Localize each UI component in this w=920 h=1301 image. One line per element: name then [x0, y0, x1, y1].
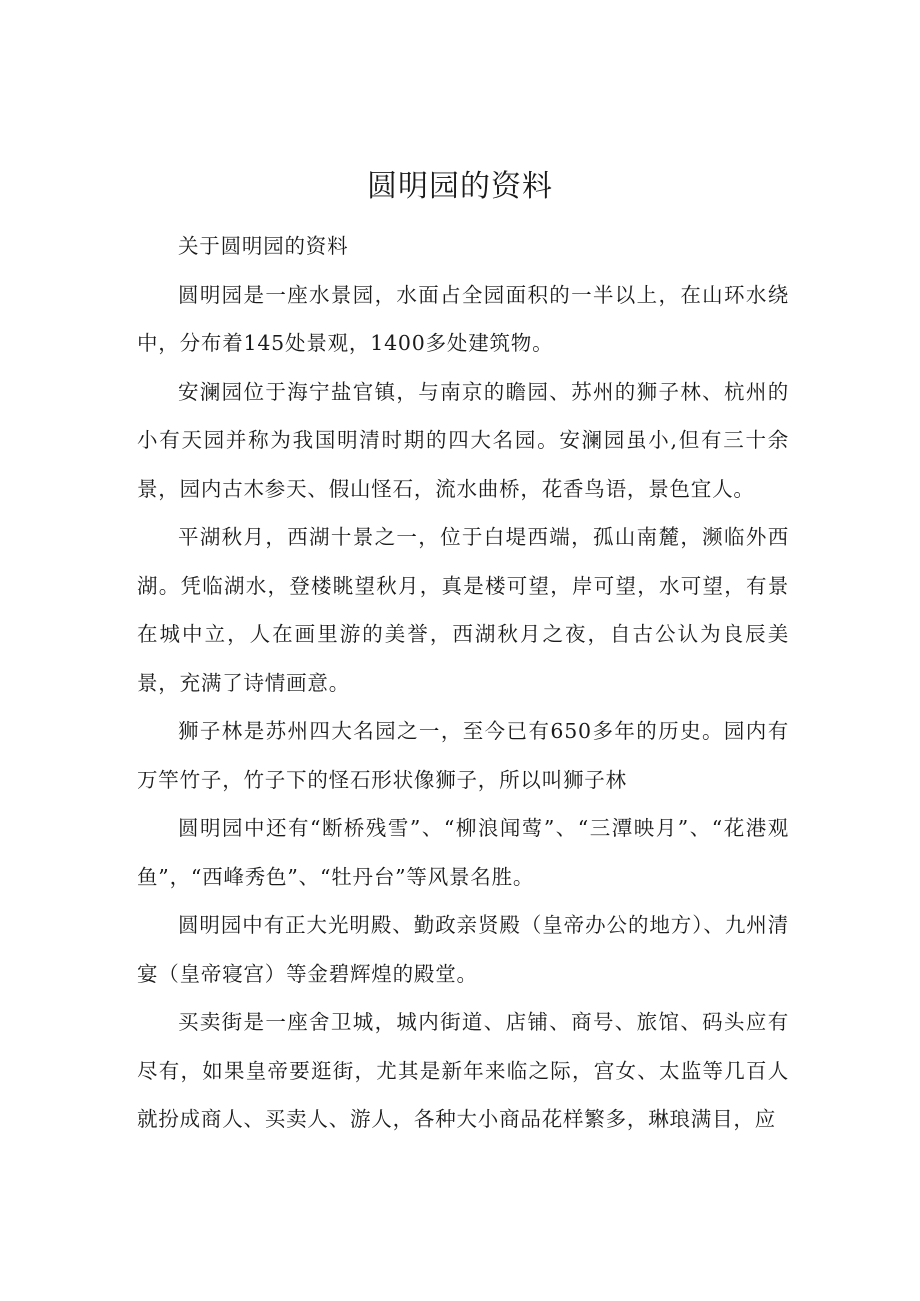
paragraph-market-street: 买卖街是一座舍卫城，城内街道、店铺、商号、旅馆、码头应有尽有，如果皇帝要逛街，尤其是新年来临之际，宫女、太监等几百人就扮成商人、买卖人、游人，各种大小商品花样繁多，琳琅满目，应	[137, 1010, 789, 1131]
document-title: 圆明园的资料	[367, 169, 553, 204]
paragraph-pinghu-qiuyue: 平湖秋月，西湖十景之一，位于白堤西端，孤山南麓，濒临外西湖。凭临湖水，登楼眺望秋月，真是楼可望，岸可望，水可望，有景在城中立，人在画里游的美誉，西湖秋月之夜，自古公认为良辰美景，充满了诗情画意。	[137, 525, 789, 695]
paragraph-subtitle: 关于圆明园的资料	[178, 234, 349, 258]
document-body	[137, 222, 789, 1144]
paragraph-scenic-spots: 圆明园中还有“断桥残雪”、“柳浪闻莺”、“三潭映月”、“花港观鱼”，“西峰秀色”、“牡丹台”等风景名胜。	[137, 816, 789, 889]
paragraph-palace-halls: 圆明园中有正大光明殿、勤政亲贤殿（皇帝办公的地方）、九州清宴（皇帝寝宫）等金碧辉煌的殿堂。	[137, 913, 789, 986]
paragraph-lion-grove: 狮子林是苏州四大名园之一，至今已有650多年的历史。园内有万竿竹子，竹子下的怪石形状像狮子，所以叫狮子林	[137, 719, 789, 792]
paragraph-anlan-garden: 安澜园位于海宁盐官镇，与南京的瞻园、苏州的狮子林、杭州的小有天园并称为我国明清时期的四大名园。安澜园虽小,但有三十余景，园内古木参天、假山怪石，流水曲桥，花香鸟语，景色宜人。	[137, 379, 789, 501]
paragraph-overview: 圆明园是一座水景园，水面占全园面积的一半以上，在山环水绕中，分布着145处景观，1400多处建筑物。	[137, 282, 789, 355]
